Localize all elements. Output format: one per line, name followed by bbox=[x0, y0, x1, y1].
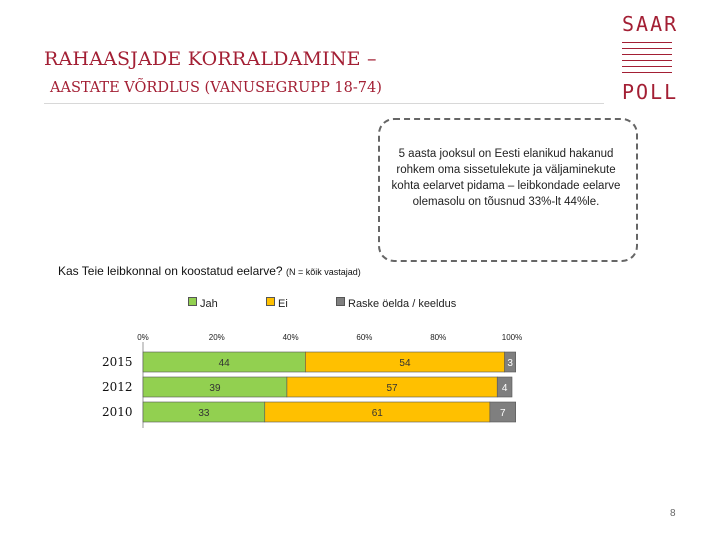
category-label: 2012 bbox=[102, 380, 133, 394]
logo-text-bottom: POLL bbox=[622, 80, 679, 104]
legend-label-raske: Raske öelda / keeldus bbox=[348, 298, 457, 310]
x-tick-label: 60% bbox=[356, 333, 373, 342]
data-label: 3 bbox=[507, 358, 513, 369]
legend-label-jah: Jah bbox=[200, 298, 218, 310]
x-tick-label: 80% bbox=[430, 333, 447, 342]
slide-title: RAHAASJADE KORRALDAMINE – bbox=[44, 48, 377, 70]
question-note: (N = kõik vastajad) bbox=[285, 267, 361, 277]
data-label: 57 bbox=[386, 383, 398, 394]
question-text: Kas Teie leibkonnal on koostatud eelarve? bbox=[58, 264, 283, 278]
x-tick-label: 40% bbox=[282, 333, 299, 342]
logo-text-top: SAAR bbox=[622, 12, 679, 36]
data-label: 4 bbox=[501, 383, 508, 394]
data-label: 44 bbox=[218, 358, 230, 369]
data-label: 61 bbox=[371, 408, 383, 419]
page-number: 8 bbox=[670, 508, 676, 519]
data-label: 7 bbox=[499, 408, 506, 419]
x-tick-label: 20% bbox=[208, 333, 225, 342]
data-label: 54 bbox=[399, 358, 411, 369]
x-tick-label: 0% bbox=[137, 333, 149, 342]
callout-text: 5 aasta jooksul on Eesti elanikud hakanud rohkem oma sissetulekute ja väljaminekute kohta eelarvet pidama – leibkondade eelarve olemasolu on tõusnud 33%-lt 44%le. bbox=[391, 148, 621, 208]
category-label: 2010 bbox=[102, 405, 133, 419]
x-tick-label: 100% bbox=[501, 333, 523, 342]
legend-label-ei: Ei bbox=[278, 298, 288, 310]
category-label: 2015 bbox=[102, 355, 133, 369]
data-label: 33 bbox=[198, 408, 210, 419]
slide-subtitle: AASTATE VÕRDLUS (VANUSEGRUPP 18-74) bbox=[50, 80, 382, 96]
data-label: 39 bbox=[209, 383, 221, 394]
